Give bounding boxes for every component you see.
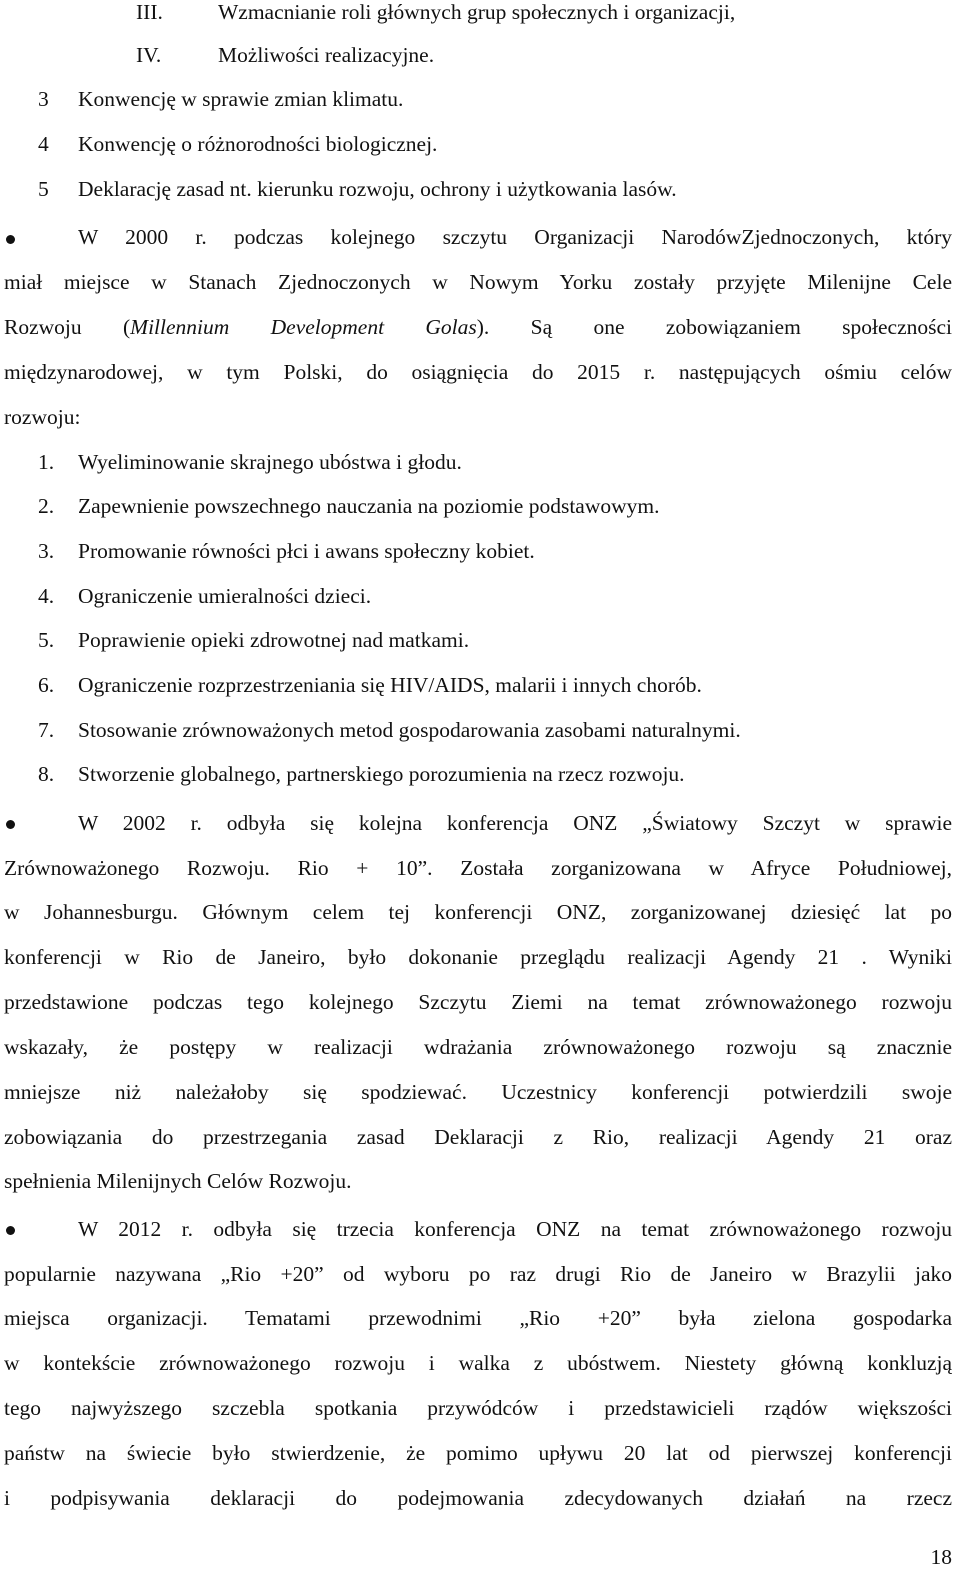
list-number: 4 <box>38 132 49 156</box>
page-number: 18 <box>930 1545 952 1569</box>
paragraph-line: międzynarodowej, w tym Polski, do osiągnięcia do 2015 r. następujących ośmiu celów <box>4 360 952 384</box>
paragraph-line: rozwoju: <box>4 405 81 429</box>
list-text: Konwencję w sprawie zmian klimatu. <box>78 87 404 111</box>
paragraph-line: W 2000 r. podczas kolejnego szczytu Organizacji NarodówZjednoczonych, który <box>78 225 952 249</box>
paragraph-line: miał miejsce w Stanach Zjednoczonych w Nowym Yorku zostały przyjęte Milenijne Cele <box>4 270 952 294</box>
list-number: III. <box>136 0 163 24</box>
list-number: IV. <box>136 43 162 67</box>
list-number: 8. <box>38 762 55 786</box>
text-span: ). Są one zobowiązaniem społeczności <box>476 315 952 339</box>
paragraph-line: Zrównoważonego Rozwoju. Rio + 10”. Została zorganizowana w Afryce Południowej, <box>4 856 952 880</box>
list-number: 1. <box>38 450 55 474</box>
paragraph-line: miejsca organizacji. Tematami przewodnimi „Rio +20” była zielona gospodarka <box>4 1306 952 1330</box>
text-span: Rozwoju ( <box>4 315 131 339</box>
list-text: Możliwości realizacyjne. <box>218 43 435 67</box>
list-text: Stosowanie zrównoważonych metod gospodarowania zasobami naturalnymi. <box>78 718 741 742</box>
paragraph-line: W 2012 r. odbyła się trzecia konferencja ONZ na temat zrównoważonego rozwoju <box>78 1217 952 1241</box>
list-number: 7. <box>38 718 55 742</box>
paragraph-line: tego najwyższego szczebla spotkania przywódców i przedstawicieli rządów większości <box>4 1396 952 1420</box>
paragraph-line: w Johannesburgu. Głównym celem tej konferencji ONZ, zorganizowanej dziesięć lat po <box>4 900 952 924</box>
list-number: 3 <box>38 87 49 111</box>
list-text: Poprawienie opieki zdrowotnej nad matkami. <box>78 628 470 652</box>
list-text: Konwencję o różnorodności biologicznej. <box>78 132 438 156</box>
paragraph-line: państw na świecie było stwierdzenie, że pomimo upływu 20 lat od pierwszej konferencji <box>4 1441 952 1465</box>
list-text: Wyeliminowanie skrajnego ubóstwa i głodu. <box>78 450 462 474</box>
bullet-icon <box>6 235 15 244</box>
paragraph-line: przedstawione podczas tego kolejnego Szczytu Ziemi na temat zrównoważonego rozwoju <box>4 990 952 1014</box>
bullet-icon <box>6 1226 15 1235</box>
paragraph-line: w kontekście zrównoważonego rozwoju i walka z ubóstwem. Niestety główną konkluzją <box>4 1351 952 1375</box>
list-number: 2. <box>38 494 55 518</box>
list-number: 5. <box>38 628 55 652</box>
paragraph-line: konferencji w Rio de Janeiro, było dokonanie przeglądu realizacji Agendy 21 . Wyniki <box>4 945 952 969</box>
paragraph-line: wskazały, że postępy w realizacji wdrażania zrównoważonego rozwoju są znacznie <box>4 1035 952 1059</box>
paragraph-line <box>4 312 952 342</box>
list-number: 6. <box>38 673 55 697</box>
paragraph-line: W 2002 r. odbyła się kolejna konferencja ONZ „Światowy Szczyt w sprawie <box>78 811 952 835</box>
list-text: Zapewnienie powszechnego nauczania na poziomie podstawowym. <box>78 494 660 518</box>
paragraph-line: i podpisywania deklaracji do podejmowania zdecydowanych działań na rzecz <box>4 1486 952 1510</box>
paragraph-line: mniejsze niż należałoby się spodziewać. Uczestnicy konferencji potwierdzili swoje <box>4 1080 952 1104</box>
list-text: Promowanie równości płci i awans społeczny kobiet. <box>78 539 535 563</box>
list-number: 5 <box>38 177 49 201</box>
bullet-icon <box>6 820 15 829</box>
list-number: 4. <box>38 584 55 608</box>
list-text: Ograniczenie umieralności dzieci. <box>78 584 372 608</box>
list-text: Stworzenie globalnego, partnerskiego porozumienia na rzecz rozwoju. <box>78 762 685 786</box>
list-text: Wzmacnianie roli głównych grup społecznych i organizacji, <box>218 0 736 24</box>
list-number: 3. <box>38 539 55 563</box>
list-text: Deklarację zasad nt. kierunku rozwoju, ochrony i użytkowania lasów. <box>78 177 677 201</box>
paragraph-line: spełnienia Milenijnych Celów Rozwoju. <box>4 1169 352 1193</box>
list-text: Ograniczenie rozprzestrzeniania się HIV/AIDS, malarii i innych chorób. <box>78 673 702 697</box>
italic-title: Millennium Development Golas <box>130 315 477 339</box>
paragraph-line: zobowiązania do przestrzegania zasad Deklaracji z Rio, realizacji Agendy 21 oraz <box>4 1125 952 1149</box>
paragraph-line: popularnie nazywana „Rio +20” od wyboru po raz drugi Rio de Janeiro w Brazylii jako <box>4 1262 952 1286</box>
